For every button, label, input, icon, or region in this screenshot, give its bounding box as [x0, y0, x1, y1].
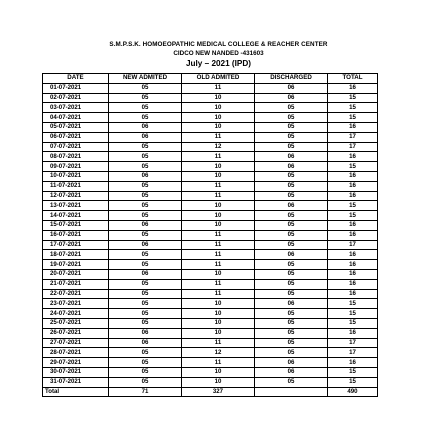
new-admitted-cell: 05	[109, 201, 182, 211]
total-grand: 490	[328, 387, 378, 397]
table-row	[43, 132, 378, 142]
total-cell: 16	[328, 83, 378, 93]
old-admitted-cell: 11	[182, 250, 255, 260]
table-row	[43, 171, 378, 181]
total-cell: 16	[328, 171, 378, 181]
date-cell: 03-07-2021	[43, 103, 109, 113]
new-admitted-cell: 05	[109, 318, 182, 328]
new-admitted-cell: 05	[109, 260, 182, 270]
discharged-cell: 05	[255, 220, 328, 230]
total-cell: 15	[328, 318, 378, 328]
table-row	[43, 289, 378, 299]
new-admitted-cell: 06	[109, 132, 182, 142]
old-admitted-cell: 10	[182, 328, 255, 338]
discharged-cell: 05	[255, 181, 328, 191]
total-cell: 15	[328, 377, 378, 387]
date-cell: 29-07-2021	[43, 358, 109, 368]
table-row	[43, 318, 378, 328]
table-row	[43, 377, 378, 387]
table-row	[43, 299, 378, 309]
new-admitted-cell: 05	[109, 103, 182, 113]
new-admitted-cell: 05	[109, 142, 182, 152]
new-admitted-cell: 05	[109, 181, 182, 191]
discharged-cell: 05	[255, 348, 328, 358]
total-discharged	[255, 387, 328, 397]
table-row	[43, 181, 378, 191]
date-cell: 26-07-2021	[43, 328, 109, 338]
total-cell: 16	[328, 269, 378, 279]
discharged-cell: 05	[255, 132, 328, 142]
total-cell: 16	[328, 181, 378, 191]
date-cell: 19-07-2021	[43, 260, 109, 270]
total-cell: 17	[328, 142, 378, 152]
discharged-cell: 05	[255, 338, 328, 348]
old-admitted-cell: 11	[182, 132, 255, 142]
table-row	[43, 250, 378, 260]
new-admitted-cell: 05	[109, 191, 182, 201]
date-cell: 20-07-2021	[43, 269, 109, 279]
date-cell: 24-07-2021	[43, 309, 109, 319]
new-admitted-cell: 05	[109, 152, 182, 162]
table-row	[43, 309, 378, 319]
discharged-cell: 06	[255, 358, 328, 368]
date-cell: 11-07-2021	[43, 181, 109, 191]
table-row	[43, 83, 378, 93]
total-cell: 15	[328, 211, 378, 221]
college-name: S.M.P.S.K. HOMOEOPATHIC MEDICAL COLLEGE & REACHER CENTER	[109, 41, 328, 48]
total-cell: 16	[328, 250, 378, 260]
date-cell: 16-07-2021	[43, 230, 109, 240]
old-admitted-cell: 10	[182, 299, 255, 309]
table-row	[43, 279, 378, 289]
date-cell: 31-07-2021	[43, 377, 109, 387]
total-row	[43, 387, 378, 397]
total-cell: 15	[328, 93, 378, 103]
table-row	[43, 152, 378, 162]
total-cell: 15	[328, 309, 378, 319]
total-cell: 15	[328, 299, 378, 309]
date-cell: 01-07-2021	[43, 83, 109, 93]
new-admitted-cell: 05	[109, 113, 182, 123]
total-cell: 17	[328, 132, 378, 142]
new-admitted-cell: 05	[109, 230, 182, 240]
old-admitted-cell: 11	[182, 289, 255, 299]
new-admitted-cell: 05	[109, 348, 182, 358]
total-cell: 15	[328, 162, 378, 172]
old-admitted-cell: 10	[182, 201, 255, 211]
discharged-cell: 05	[255, 318, 328, 328]
column-header-old-admitted: OLD ADMITED	[182, 74, 255, 84]
table-row	[43, 93, 378, 103]
discharged-cell: 05	[255, 260, 328, 270]
date-cell: 08-07-2021	[43, 152, 109, 162]
table-row	[43, 162, 378, 172]
discharged-cell: 06	[255, 250, 328, 260]
column-header-discharged: DISCHARGED	[255, 74, 328, 84]
total-label: Total	[43, 387, 109, 397]
date-cell: 05-07-2021	[43, 122, 109, 132]
discharged-cell: 06	[255, 162, 328, 172]
table-row	[43, 201, 378, 211]
table-row	[43, 367, 378, 377]
old-admitted-cell: 10	[182, 269, 255, 279]
total-cell: 15	[328, 201, 378, 211]
total-cell: 16	[328, 122, 378, 132]
new-admitted-cell: 05	[109, 93, 182, 103]
new-admitted-cell: 06	[109, 338, 182, 348]
table-row	[43, 230, 378, 240]
discharged-cell: 05	[255, 377, 328, 387]
new-admitted-cell: 06	[109, 171, 182, 181]
column-header-new-admitted: NEW ADMITED	[109, 74, 182, 84]
table-row	[43, 220, 378, 230]
discharged-cell: 05	[255, 230, 328, 240]
new-admitted-cell: 06	[109, 328, 182, 338]
old-admitted-cell: 12	[182, 348, 255, 358]
total-cell: 16	[328, 230, 378, 240]
discharged-cell: 05	[255, 309, 328, 319]
total-cell: 16	[328, 358, 378, 368]
total-cell: 16	[328, 289, 378, 299]
date-cell: 30-07-2021	[43, 367, 109, 377]
old-admitted-cell: 10	[182, 113, 255, 123]
discharged-cell: 06	[255, 93, 328, 103]
old-admitted-cell: 11	[182, 338, 255, 348]
old-admitted-cell: 11	[182, 240, 255, 250]
date-cell: 09-07-2021	[43, 162, 109, 172]
old-admitted-cell: 11	[182, 260, 255, 270]
table-row	[43, 260, 378, 270]
date-cell: 04-07-2021	[43, 113, 109, 123]
new-admitted-cell: 06	[109, 220, 182, 230]
table-row	[43, 338, 378, 348]
date-cell: 10-07-2021	[43, 171, 109, 181]
table-header-row	[43, 74, 378, 84]
total-cell: 17	[328, 338, 378, 348]
date-cell: 27-07-2021	[43, 338, 109, 348]
table-row	[43, 142, 378, 152]
old-admitted-cell: 11	[182, 152, 255, 162]
total-cell: 17	[328, 240, 378, 250]
new-admitted-cell: 05	[109, 162, 182, 172]
old-admitted-cell: 11	[182, 230, 255, 240]
old-admitted-cell: 11	[182, 83, 255, 93]
total-new-admitted: 71	[109, 387, 182, 397]
date-cell: 07-07-2021	[43, 142, 109, 152]
old-admitted-cell: 10	[182, 93, 255, 103]
old-admitted-cell: 11	[182, 191, 255, 201]
new-admitted-cell: 05	[109, 279, 182, 289]
total-cell: 16	[328, 260, 378, 270]
table-row	[43, 358, 378, 368]
column-header-total: TOTAL	[328, 74, 378, 84]
old-admitted-cell: 11	[182, 279, 255, 289]
discharged-cell: 06	[255, 83, 328, 93]
total-cell: 16	[328, 328, 378, 338]
new-admitted-cell: 06	[109, 269, 182, 279]
new-admitted-cell: 06	[109, 122, 182, 132]
discharged-cell: 06	[255, 299, 328, 309]
ipd-register-table	[42, 73, 378, 397]
new-admitted-cell: 05	[109, 250, 182, 260]
table-row	[43, 211, 378, 221]
new-admitted-cell: 06	[109, 240, 182, 250]
old-admitted-cell: 10	[182, 318, 255, 328]
date-cell: 18-07-2021	[43, 250, 109, 260]
discharged-cell: 06	[255, 367, 328, 377]
discharged-cell: 05	[255, 211, 328, 221]
total-cell: 15	[328, 367, 378, 377]
date-cell: 12-07-2021	[43, 191, 109, 201]
new-admitted-cell: 05	[109, 367, 182, 377]
date-cell: 15-07-2021	[43, 220, 109, 230]
new-admitted-cell: 05	[109, 211, 182, 221]
date-cell: 28-07-2021	[43, 348, 109, 358]
discharged-cell: 05	[255, 328, 328, 338]
new-admitted-cell: 05	[109, 377, 182, 387]
table-row	[43, 269, 378, 279]
old-admitted-cell: 11	[182, 181, 255, 191]
table-row	[43, 122, 378, 132]
total-cell: 16	[328, 191, 378, 201]
total-cell: 16	[328, 152, 378, 162]
column-header-date: DATE	[43, 74, 109, 84]
table-row	[43, 348, 378, 358]
date-cell: 25-07-2021	[43, 318, 109, 328]
new-admitted-cell: 05	[109, 299, 182, 309]
discharged-cell: 05	[255, 113, 328, 123]
date-cell: 06-07-2021	[43, 132, 109, 142]
old-admitted-cell: 10	[182, 171, 255, 181]
discharged-cell: 05	[255, 122, 328, 132]
total-cell: 16	[328, 220, 378, 230]
date-cell: 17-07-2021	[43, 240, 109, 250]
total-cell: 15	[328, 113, 378, 123]
date-cell: 21-07-2021	[43, 279, 109, 289]
old-admitted-cell: 10	[182, 309, 255, 319]
discharged-cell: 05	[255, 142, 328, 152]
table-row	[43, 240, 378, 250]
discharged-cell: 05	[255, 269, 328, 279]
new-admitted-cell: 05	[109, 309, 182, 319]
old-admitted-cell: 10	[182, 377, 255, 387]
new-admitted-cell: 05	[109, 83, 182, 93]
table-row	[43, 191, 378, 201]
new-admitted-cell: 05	[109, 289, 182, 299]
table-row	[43, 103, 378, 113]
college-address: CIDCO NEW NANDED -431603	[173, 50, 264, 57]
total-cell: 17	[328, 348, 378, 358]
table-row	[43, 328, 378, 338]
date-cell: 02-07-2021	[43, 93, 109, 103]
date-cell: 23-07-2021	[43, 299, 109, 309]
discharged-cell: 05	[255, 279, 328, 289]
new-admitted-cell: 05	[109, 358, 182, 368]
old-admitted-cell: 11	[182, 358, 255, 368]
discharged-cell: 05	[255, 240, 328, 250]
discharged-cell: 05	[255, 289, 328, 299]
discharged-cell: 05	[255, 171, 328, 181]
total-cell: 15	[328, 103, 378, 113]
table-row	[43, 113, 378, 123]
discharged-cell: 06	[255, 201, 328, 211]
old-admitted-cell: 10	[182, 103, 255, 113]
discharged-cell: 05	[255, 103, 328, 113]
total-old-admitted: 327	[182, 387, 255, 397]
date-cell: 22-07-2021	[43, 289, 109, 299]
old-admitted-cell: 10	[182, 220, 255, 230]
old-admitted-cell: 12	[182, 142, 255, 152]
discharged-cell: 05	[255, 191, 328, 201]
old-admitted-cell: 10	[182, 367, 255, 377]
date-cell: 14-07-2021	[43, 211, 109, 221]
table-body	[43, 83, 378, 387]
total-cell: 16	[328, 279, 378, 289]
old-admitted-cell: 10	[182, 122, 255, 132]
old-admitted-cell: 10	[182, 211, 255, 221]
report-period: July – 2021 (IPD)	[185, 59, 252, 68]
discharged-cell: 06	[255, 152, 328, 162]
date-cell: 13-07-2021	[43, 201, 109, 211]
old-admitted-cell: 10	[182, 162, 255, 172]
